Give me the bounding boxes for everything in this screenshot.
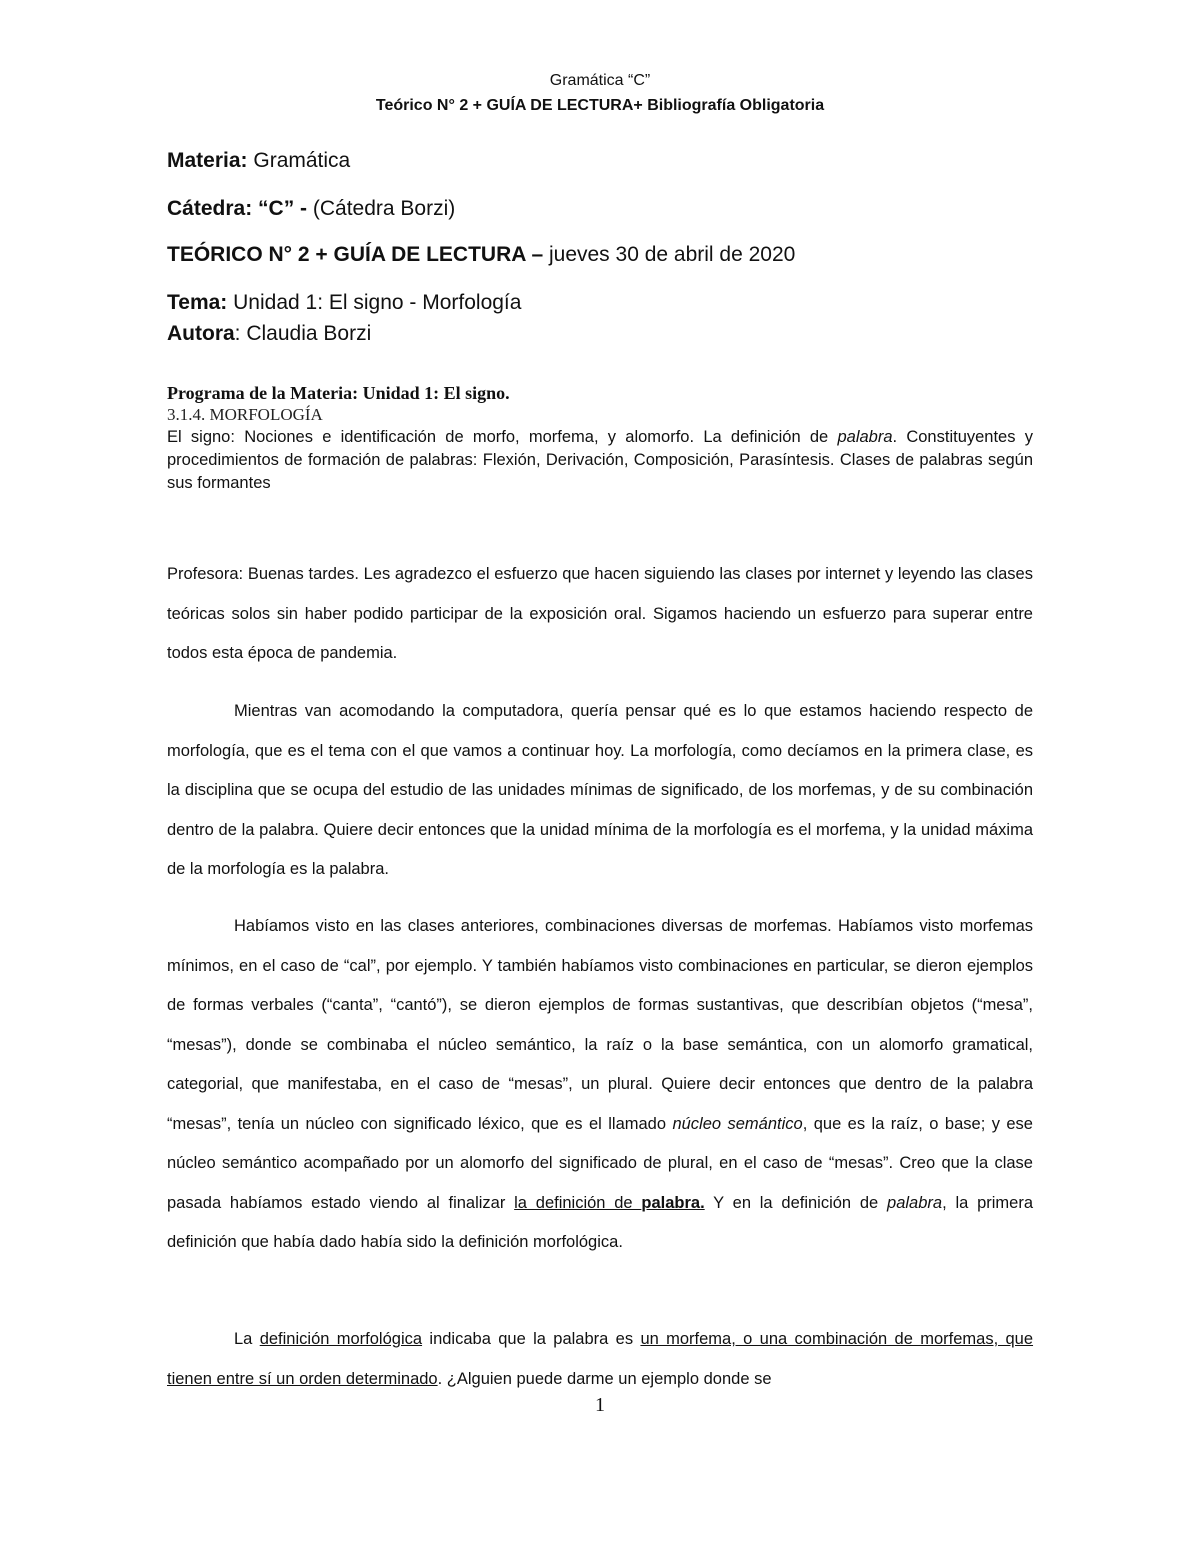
p3-text-b: , que es la raíz, o base; y ese núcleo semántico acompañado por un alomorfo del significado de plural, en el caso de “mesas”. Creo que la clase pasada habíamos estado viendo al finalizar (167, 1114, 1033, 1212)
catedra-value: (Cátedra Borzi) (307, 197, 456, 220)
p4-underline-definicion-morfologica: definición morfológica (259, 1330, 423, 1348)
autora-value: : Claudia Borzi (234, 322, 372, 345)
p3-text-c: Y en la definición de (704, 1193, 888, 1212)
p3-text-d: , la primera definición que había dado había sido la definición morfológica. (167, 1193, 1033, 1251)
catedra-label: Cátedra: “C” - (167, 197, 308, 220)
programa-title: Programa de la Materia: Unidad 1: El signo. (167, 383, 510, 403)
page-number: 1 (595, 1394, 605, 1416)
header-subtitle: Teórico N° 2 + GUÍA DE LECTURA+ Bibliografía Obligatoria (375, 97, 825, 114)
p3-text-a: Habíamos visto en las clases anteriores, combinaciones diversas de morfemas. Habíamos visto morfemas mínimos, en el caso de “cal”, por ejemplo. Y también habíamos visto combinaciones en particular, se dieron ejemplos de formas verbales (“canta”, “cantó”), se dieron ejemplos de formas sustantivas, que describían objetos (“mesa”, “mesas”), donde se combinaba el núcleo semántico, la raíz o la base semántica, con un alomorfo gramatical, categorial, que manifestaba, en el caso de “mesas”, un plural. Quiere decir entonces que dentro de la palabra “mesas”, tenía un núcleo con significado léxico, que es el llamado (167, 917, 1033, 1133)
p3-underline-bold-palabra: palabra. (641, 1193, 705, 1212)
programa-body-italic: palabra (837, 428, 893, 446)
paragraph-3 (167, 907, 1033, 1263)
tema-label: Tema: (167, 291, 228, 314)
programa-body (167, 426, 1033, 495)
programa-body-text: El signo: Nociones e identificación de morfo, morfema, y alomorfo. La definición de (167, 428, 838, 446)
tema-value: Unidad 1: El signo - Morfología (227, 291, 522, 314)
meta-autora (167, 321, 371, 347)
teorico-label: TEÓRICO N° 2 + GUÍA DE LECTURA – (167, 243, 544, 266)
teorico-value: jueves 30 de abril de 2020 (543, 243, 796, 266)
header-course: Gramática “C” (549, 72, 651, 89)
autora-label: Autora (167, 322, 235, 345)
materia-value: Gramática (247, 149, 351, 172)
materia-label: Materia: (167, 149, 248, 172)
p3-italic-palabra: palabra (887, 1193, 943, 1212)
paragraph-1: Profesora: Buenas tardes. Les agradezco el esfuerzo que hacen siguiendo las clases por internet y leyendo las clases teóricas solos sin haber podido participar de la exposición oral. Sigamos haciendo un esfuerzo para superar entre todos esta época de pandemia. (167, 565, 1033, 662)
meta-catedra (167, 196, 455, 222)
paragraph-4 (167, 1320, 1033, 1399)
programa-section (167, 382, 1033, 495)
meta-teorico (167, 242, 795, 268)
p4-underline-morfema: un morfema, o una combinación de morfemas, que tienen entre sí un orden determinado (167, 1330, 1034, 1388)
p4-text-a: La (234, 1330, 260, 1348)
paragraph-2: Mientras van acomodando la computadora, quería pensar qué es lo que estamos haciendo respecto de morfología, que es el tema con el que vamos a continuar hoy. La morfología, como decíamos en la primera clase, es la disciplina que se ocupa del estudio de las unidades mínimas de significado, de los morfemas, y de su combinación dentro de la palabra. Quiere decir entonces que la unidad mínima de la morfología es el morfema, y la unidad máxima de la morfología es la palabra. (167, 702, 1033, 878)
p3-italic-nucleo: núcleo semántico (672, 1114, 803, 1133)
meta-tema (167, 290, 521, 316)
p3-underline-definicion: la definición de (514, 1193, 642, 1212)
p4-text-c: . ¿Alguien puede darme un ejemplo donde se (437, 1369, 772, 1388)
meta-materia (167, 148, 350, 174)
programa-body-text-2: . Constituyentes y procedimientos de formación de palabras: Flexión, Derivación, Composición, Parasíntesis. Clases de palabras según sus formantes (167, 428, 1033, 492)
programa-subtitle: 3.1.4. MORFOLOGÍA (167, 405, 323, 424)
p4-text-b: indicaba que la palabra es (422, 1330, 641, 1348)
